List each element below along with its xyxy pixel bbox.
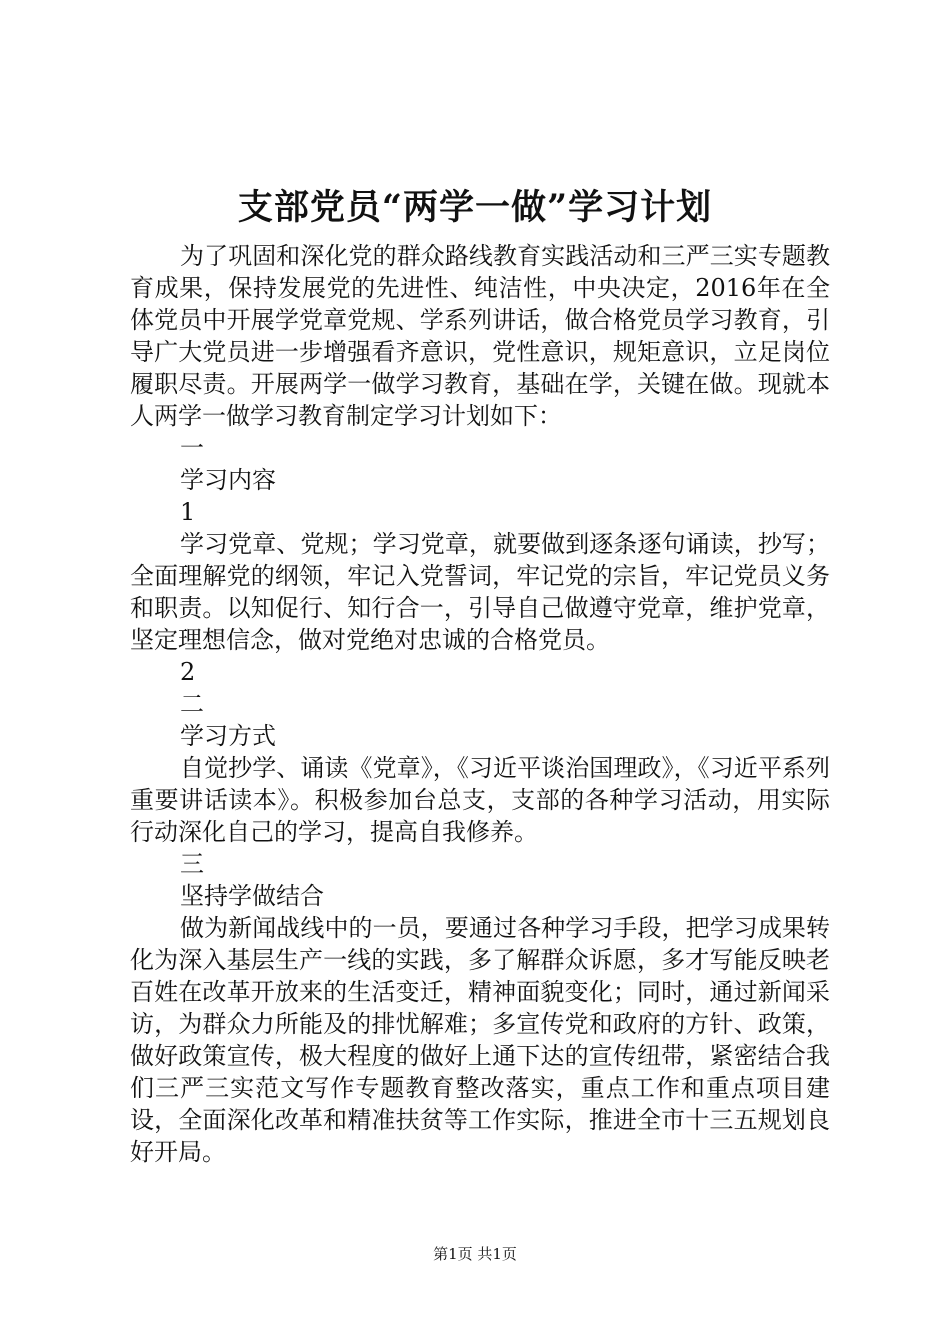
intro-paragraph: 为了巩固和深化党的群众路线教育实践活动和三严三实专题教育成果，保持发展党的先进性、纯洁性，中央决定，2016年在全体党员中开展学党章党规、学系列讲话，做合格党员学习教育，引导广大党员进一步增强看齐意识，党性意识，规矩意识，立足岗位履职尽责。开展两学一做学习教育，基础在学，关键在做。现就本人两学一做学习教育制定学习计划如下： (130, 242, 830, 430)
section-3-heading: 坚持学做结合 (180, 882, 324, 910)
section-1-item-2-number: 2 (180, 658, 196, 686)
section-1-item-1-number: 1 (180, 498, 196, 526)
document-title: 支部党员“两学一做”学习计划 (237, 187, 713, 228)
section-2-number: 二 (180, 690, 204, 718)
section-1-number: 一 (180, 434, 204, 462)
section-2-heading: 学习方式 (180, 722, 276, 750)
page-footer: 第1页 共1页 (433, 1245, 517, 1263)
section-1-heading: 学习内容 (180, 466, 276, 494)
section-3-number: 三 (180, 850, 204, 878)
section-3-text: 做为新闻战线中的一员，要通过各种学习手段，把学习成果转化为深入基层生产一线的实践，多了解群众诉愿，多才写能反映老百姓在改革开放来的生活变迁，精神面貌变化；同时，通过新闻采访，为群众力所能及的排忧解难；多宣传党和政府的方针、政策，做好政策宣传，极大程度的做好上通下达的宣传纽带，紧密结合我们三严三实范文写作专题教育整改落实，重点工作和重点项目建设，全面深化改革和精准扶贫等工作实际，推进全市十三五规划良好开局。 (130, 914, 830, 1166)
document-body (130, 240, 830, 1168)
section-2-text: 自觉抄学、诵读《党章》，《习近平谈治国理政》，《习近平系列重要讲话读本》。积极参加台总支，支部的各种学习活动，用实际行动深化自己的学习，提高自我修养。 (130, 754, 830, 846)
section-1-item-1-text: 学习党章、党规；学习党章，就要做到逐条逐句诵读，抄写；全面理解党的纲领，牢记入党誓词，牢记党的宗旨，牢记党员义务和职责。以知促行、知行合一，引导自己做遵守党章，维护党章，坚定理想信念，做对党绝对忠诚的合格党员。 (130, 530, 830, 654)
